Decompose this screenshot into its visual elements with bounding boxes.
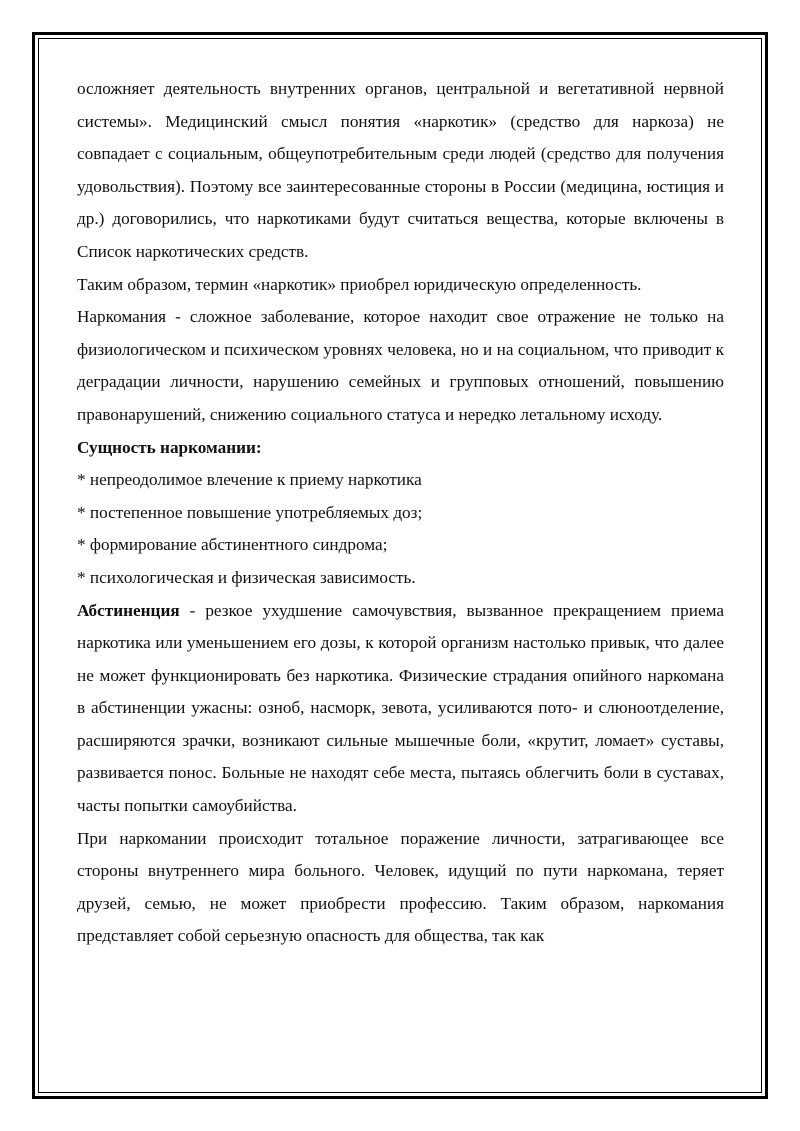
abstinence-term: Абстиненция xyxy=(77,600,180,620)
list-item: * формирование абстинентного синдрома; xyxy=(77,535,388,555)
abstinence-text: - резкое ухудшение самочувствия, вызванное прекращением приема наркотика или уменьшением его дозы, к которой организм настолько привык, что далее не может функционировать без наркотика. Физические страдания опийного наркомана в абстиненции ужасны: озноб, насморк, зевота, усиливаются пото- и слюноотделение, расширяются зрачки, возникают сильные мышечные боли, «крутит, ломает» суставы, развивается понос. Больные не находят себе места, пытаясь облегчить боли в суставах, часты попытки самоубийства. xyxy=(77,600,724,816)
section-heading: Сущность наркомании: xyxy=(77,437,262,457)
list-item: * постепенное повышение употребляемых доз; xyxy=(77,502,423,522)
list-item: * непреодолимое влечение к приему наркотика xyxy=(77,470,422,490)
paragraph-narcotic-definition: осложняет деятельность внутренних органов, центральной и вегетативной нервной системы». Медицинский смысл понятия «наркотик» (средство для наркоза) не совпадает с социальным, общеупотребительным среди людей (средство для получения удовольствия). Поэтому все заинтересованные стороны в России (медицина, юстиция и др.) договорились, что наркотиками будут считаться вещества, которые включены в Список наркотических средств. xyxy=(77,79,724,261)
document-body xyxy=(77,73,724,953)
paragraph-abstinence xyxy=(77,595,724,823)
paragraph-addiction-definition: Наркомания - сложное заболевание, которое находит свое отражение не только на физиологическом и психическом уровнях человека, но и на социальном, что приводит к деградации личности, нарушению семейных и групповых отношений, повышению правонарушений, снижению социального статуса и нередко летальному исходу. xyxy=(77,307,724,424)
list-item: * психологическая и физическая зависимость. xyxy=(77,567,416,587)
paragraph-personality-damage: При наркомании происходит тотальное поражение личности, затрагивающее все стороны внутреннего мира больного. Человек, идущий по пути наркомана, теряет друзей, семью, не может приобрести профессию. Таким образом, наркомания представляет собой серьезную опасность для общества, так как xyxy=(77,828,724,946)
paragraph-legal-definiteness: Таким образом, термин «наркотик» приобрел юридическую определенность. xyxy=(77,274,642,294)
